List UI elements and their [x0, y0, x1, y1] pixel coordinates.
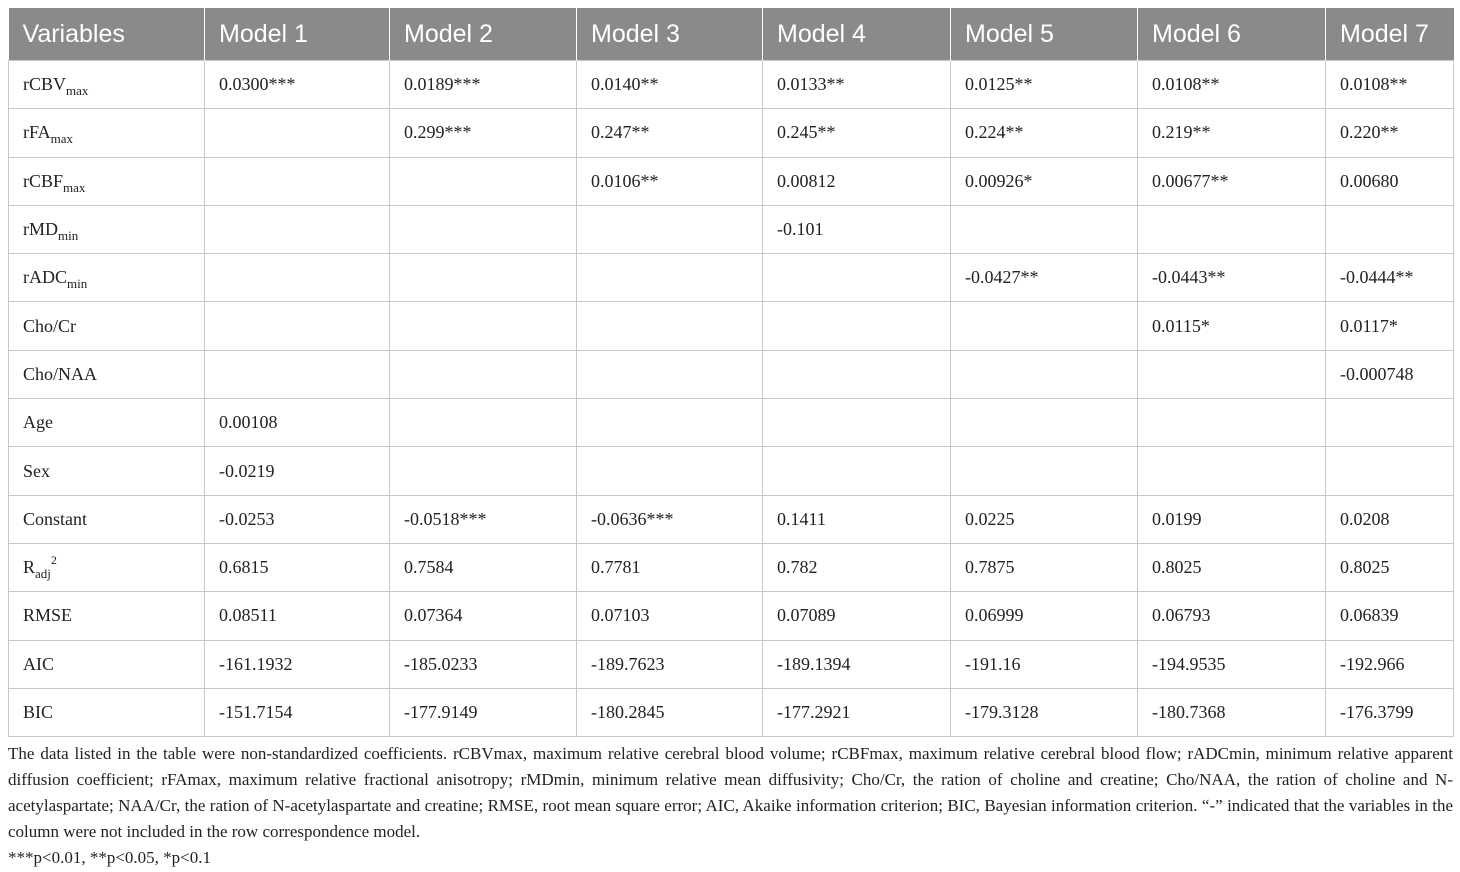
coefficient-cell-model-5: 0.224**: [951, 109, 1138, 157]
coefficient-cell-model-7: -192.966: [1326, 640, 1454, 688]
variable-name-cell: [9, 543, 205, 591]
coefficient-cell-model-1: -151.7154: [205, 688, 390, 736]
coefficient-cell-model-5: -191.16: [951, 640, 1138, 688]
table-row: [9, 495, 1454, 543]
variable-name-cell: [9, 688, 205, 736]
coefficient-cell-model-3: 0.0106**: [577, 157, 763, 205]
coefficient-cell-model-6: 0.06793: [1138, 592, 1326, 640]
coefficient-cell-model-1: -0.0253: [205, 495, 390, 543]
coefficient-cell-model-6: 0.8025: [1138, 543, 1326, 591]
coefficient-cell-model-6: 0.0115*: [1138, 302, 1326, 350]
variable-name-cell: [9, 640, 205, 688]
variable-name: rADC: [23, 267, 67, 288]
coefficient-cell-model-7: 0.00680: [1326, 157, 1454, 205]
footnote-significance: ***p<0.01, **p<0.05, *p<0.1: [8, 848, 212, 868]
table-row: [9, 254, 1454, 302]
coefficient-cell-model-6: 0.0199: [1138, 495, 1326, 543]
variable-name: RMSE: [23, 605, 73, 626]
coefficient-cell-model-7: 0.06839: [1326, 592, 1454, 640]
coefficient-cell-model-5: 0.7875: [951, 543, 1138, 591]
coefficient-cell-model-3: -0.0636***: [577, 495, 763, 543]
coefficient-cell-model-2: -185.0233: [390, 640, 577, 688]
coefficient-cell-model-1: [205, 109, 390, 157]
coefficient-cell-model-7: 0.8025: [1326, 543, 1454, 591]
coefficient-cell-model-4: -0.101: [763, 205, 951, 253]
coefficient-cell-model-6: 0.0108**: [1138, 61, 1326, 109]
variable-name-cell: [9, 157, 205, 205]
coefficient-cell-model-4: -189.1394: [763, 640, 951, 688]
variable-name: Cho/Cr: [23, 315, 77, 336]
variable-name: R: [23, 557, 36, 578]
coefficient-cell-model-5: 0.00926*: [951, 157, 1138, 205]
table-row: [9, 157, 1454, 205]
regression-table: [8, 8, 1454, 737]
coefficient-cell-model-4: 0.1411: [763, 495, 951, 543]
coefficient-cell-model-3: 0.0140**: [577, 61, 763, 109]
coefficient-cell-model-5: 0.0125**: [951, 61, 1138, 109]
coefficient-cell-model-4: 0.00812: [763, 157, 951, 205]
table-row: [9, 302, 1454, 350]
table-row: [9, 543, 1454, 591]
coefficient-cell-model-3: 0.07103: [577, 592, 763, 640]
coefficient-cell-model-2: 0.07364: [390, 592, 577, 640]
coefficient-cell-model-2: [390, 302, 577, 350]
variable-name-cell: [9, 302, 205, 350]
header-model-5: Model 5: [951, 8, 1138, 61]
table-row: [9, 350, 1454, 398]
variable-name: Cho/NAA: [23, 363, 98, 384]
coefficient-cell-model-4: 0.0133**: [763, 61, 951, 109]
coefficient-cell-model-2: 0.299***: [390, 109, 577, 157]
header-model-3: Model 3: [577, 8, 763, 61]
coefficient-cell-model-7: [1326, 447, 1454, 495]
variable-subscript: max: [66, 83, 89, 99]
header-model-4: Model 4: [763, 8, 951, 61]
coefficient-cell-model-5: 0.0225: [951, 495, 1138, 543]
header-model-2: Model 2: [390, 8, 577, 61]
coefficient-cell-model-6: -180.7368: [1138, 688, 1326, 736]
variable-name-cell: [9, 205, 205, 253]
coefficient-cell-model-6: [1138, 205, 1326, 253]
table-row: [9, 61, 1454, 109]
variable-name: Sex: [23, 460, 50, 481]
variable-name-cell: [9, 61, 205, 109]
coefficient-cell-model-2: 0.0189***: [390, 61, 577, 109]
coefficient-cell-model-3: [577, 205, 763, 253]
coefficient-cell-model-6: [1138, 447, 1326, 495]
coefficient-cell-model-2: [390, 399, 577, 447]
variable-name-cell: [9, 254, 205, 302]
coefficient-cell-model-4: 0.245**: [763, 109, 951, 157]
coefficient-cell-model-1: [205, 350, 390, 398]
coefficient-cell-model-5: [951, 399, 1138, 447]
variable-name: Age: [23, 412, 53, 433]
table-row: [9, 109, 1454, 157]
variable-name-cell: [9, 350, 205, 398]
coefficient-cell-model-4: [763, 254, 951, 302]
coefficient-cell-model-3: -189.7623: [577, 640, 763, 688]
coefficient-cell-model-2: [390, 447, 577, 495]
coefficient-cell-model-7: 0.0208: [1326, 495, 1454, 543]
variable-name: rCBF: [23, 170, 64, 191]
variable-name-cell: [9, 447, 205, 495]
coefficient-cell-model-5: -179.3128: [951, 688, 1138, 736]
table-header: [9, 8, 1454, 61]
coefficient-cell-model-7: -0.0444**: [1326, 254, 1454, 302]
coefficient-cell-model-3: 0.7781: [577, 543, 763, 591]
variable-name: rMD: [23, 219, 58, 240]
coefficient-cell-model-5: 0.06999: [951, 592, 1138, 640]
coefficient-cell-model-6: [1138, 399, 1326, 447]
coefficient-cell-model-4: 0.782: [763, 543, 951, 591]
coefficient-cell-model-1: [205, 302, 390, 350]
coefficient-cell-model-1: 0.00108: [205, 399, 390, 447]
coefficient-cell-model-1: [205, 205, 390, 253]
coefficient-cell-model-6: -0.0443**: [1138, 254, 1326, 302]
coefficient-cell-model-3: [577, 302, 763, 350]
table-row: [9, 399, 1454, 447]
coefficient-cell-model-7: [1326, 205, 1454, 253]
coefficient-cell-model-5: [951, 302, 1138, 350]
header-model-7: Model 7: [1326, 8, 1454, 61]
table-row: [9, 640, 1454, 688]
coefficient-cell-model-4: -177.2921: [763, 688, 951, 736]
coefficient-cell-model-3: [577, 399, 763, 447]
coefficient-cell-model-7: 0.220**: [1326, 109, 1454, 157]
variable-name: Constant: [23, 508, 88, 529]
coefficient-cell-model-2: [390, 350, 577, 398]
coefficient-cell-model-1: 0.08511: [205, 592, 390, 640]
coefficient-cell-model-2: -177.9149: [390, 688, 577, 736]
coefficient-cell-model-1: -161.1932: [205, 640, 390, 688]
coefficient-cell-model-4: [763, 447, 951, 495]
coefficient-cell-model-2: [390, 205, 577, 253]
coefficient-cell-model-6: 0.00677**: [1138, 157, 1326, 205]
table-row: [9, 688, 1454, 736]
coefficient-cell-model-2: [390, 254, 577, 302]
footnote-description: The data listed in the table were non-standardized coefficients. rCBVmax, maximum relative cerebral blood volume; rCBFmax, maximum relative cerebral blood flow; rADCmin, minimum relative apparent diffusion coefficient; rFAmax, maximum relative fractional anisotropy; rMDmin, minimum relative mean diffusivity; Cho/Cr, the ration of choline and creatine; Cho/NAA, the ration of choline and N-acetylaspartate; NAA/Cr, the ration of N-acetylaspartate and creatine; RMSE, root mean square error; AIC, Akaike information criterion; BIC, Bayesian information criterion. “-” indicated that the variables in the column were not included in the row correspondence model.: [8, 744, 1453, 842]
coefficient-cell-model-1: [205, 157, 390, 205]
coefficient-cell-model-5: [951, 447, 1138, 495]
coefficient-cell-model-7: [1326, 399, 1454, 447]
coefficient-cell-model-3: -180.2845: [577, 688, 763, 736]
header-variables: Variables: [9, 8, 205, 61]
coefficient-cell-model-2: -0.0518***: [390, 495, 577, 543]
coefficient-cell-model-1: 0.0300***: [205, 61, 390, 109]
variable-subscript: adj: [35, 566, 51, 582]
coefficient-cell-model-7: 0.0108**: [1326, 61, 1454, 109]
coefficient-cell-model-3: [577, 447, 763, 495]
coefficient-cell-model-1: 0.6815: [205, 543, 390, 591]
coefficient-cell-model-6: -194.9535: [1138, 640, 1326, 688]
coefficient-cell-model-7: 0.0117*: [1326, 302, 1454, 350]
variable-name: BIC: [23, 702, 54, 722]
variable-subscript: max: [50, 131, 74, 147]
coefficient-cell-model-3: [577, 254, 763, 302]
coefficient-cell-model-1: [205, 254, 390, 302]
table-footnotes: [8, 741, 1453, 871]
coefficient-cell-model-2: [390, 157, 577, 205]
coefficient-cell-model-4: [763, 399, 951, 447]
variable-subscript: min: [67, 276, 88, 292]
coefficient-cell-model-6: [1138, 350, 1326, 398]
coefficient-cell-model-7: -176.3799: [1326, 688, 1454, 736]
variable-name: AIC: [23, 653, 54, 674]
coefficient-cell-model-3: [577, 350, 763, 398]
variable-name-cell: [9, 109, 205, 157]
table-row: [9, 592, 1454, 640]
variable-subscript: min: [58, 228, 79, 244]
coefficient-cell-model-1: -0.0219: [205, 447, 390, 495]
coefficient-cell-model-2: 0.7584: [390, 543, 577, 591]
table-row: [9, 447, 1454, 495]
header-model-6: Model 6: [1138, 8, 1326, 61]
variable-name: rFA: [23, 122, 51, 143]
coefficient-cell-model-6: 0.219**: [1138, 109, 1326, 157]
table-row: [9, 205, 1454, 253]
variable-name-cell: [9, 592, 205, 640]
coefficient-cell-model-5: -0.0427**: [951, 254, 1138, 302]
coefficient-cell-model-5: [951, 350, 1138, 398]
coefficient-cell-model-4: 0.07089: [763, 592, 951, 640]
coefficient-cell-model-4: [763, 302, 951, 350]
table-body: [9, 61, 1454, 737]
coefficient-cell-model-4: [763, 350, 951, 398]
variable-name-cell: [9, 399, 205, 447]
coefficient-cell-model-7: -0.000748: [1326, 350, 1454, 398]
header-model-1: Model 1: [205, 8, 390, 61]
coefficient-cell-model-5: [951, 205, 1138, 253]
variable-superscript: 2: [50, 553, 57, 568]
variable-name: rCBV: [23, 74, 67, 95]
variable-name-cell: [9, 495, 205, 543]
page: [8, 8, 1453, 871]
coefficient-cell-model-3: 0.247**: [577, 109, 763, 157]
header-row: [9, 8, 1454, 61]
variable-subscript: max: [63, 179, 86, 195]
